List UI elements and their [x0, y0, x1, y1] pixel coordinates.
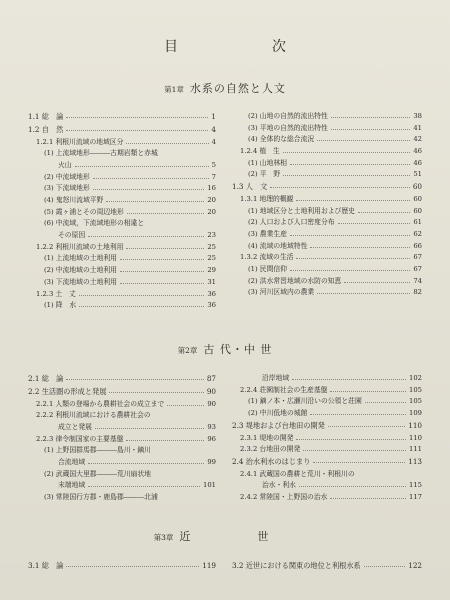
toc-entry-title: (1) 地域区分と土地利用および歴史 [248, 206, 355, 215]
toc-entry [28, 560, 216, 572]
toc-entry-page: 102 [409, 374, 422, 382]
toc-entry-page: 96 [207, 434, 216, 443]
chapter-1-left-column [28, 111, 216, 312]
toc-entry [28, 207, 216, 219]
toc-entry-title: (3) 常陸国行方郡・鹿島郡―――北浦 [44, 493, 158, 502]
toc-entry [28, 480, 216, 492]
toc-entry-title: (2) 武蔵国大里郡―――荒川扇状地 [44, 469, 151, 478]
toc-entry-page: 113 [408, 456, 422, 466]
leader-dots [88, 463, 204, 464]
toc-entry-title: 2.2.3 律令制国家の主要基盤 [36, 434, 124, 443]
toc-entry [232, 229, 422, 241]
toc-entry-title: (1) 上流地域の土地利用 [44, 254, 117, 263]
toc-entry-page: 60 [413, 194, 422, 203]
toc-entry-title: (1) 上流域地形―――古期岩類と赤城 [44, 149, 158, 158]
leader-dots [296, 200, 410, 201]
leader-dots [93, 189, 204, 190]
toc-entry [28, 265, 216, 277]
leader-dots [290, 235, 410, 236]
toc-entry-page: 62 [413, 229, 422, 238]
toc-entry [28, 386, 216, 399]
leader-dots [283, 152, 410, 153]
leader-dots [93, 178, 209, 179]
toc-entry [232, 385, 422, 397]
leader-dots [296, 258, 410, 259]
leader-dots [358, 212, 410, 213]
toc-entry [232, 373, 422, 385]
toc-entry [28, 373, 216, 386]
toc-entry [28, 124, 216, 137]
toc-entry-title: (2) 中流域地形 [44, 172, 90, 181]
toc-entry-title: 治水・利水 [262, 481, 296, 490]
toc-entry [28, 253, 216, 265]
toc-entry-page: 117 [409, 493, 422, 502]
toc-entry [232, 252, 422, 264]
toc-entry-page: 105 [409, 397, 422, 406]
toc-entry-title: 火山 [58, 160, 72, 169]
chapter-3-left-column [28, 560, 216, 572]
toc-entry-title: (3) 河川区域内の農業 [248, 288, 315, 297]
toc-entry-page: 66 [413, 241, 422, 250]
toc-entry [28, 160, 216, 172]
toc-entry [28, 492, 216, 504]
toc-entry-title: (2) 人口および人口密度分布 [248, 218, 335, 227]
toc-entry-title: 合流地域 [58, 458, 86, 467]
toc-entry-title: 1.1 総 論 [28, 112, 64, 121]
toc-entry-title: (6) 中流域，下流域地形の相違と [44, 219, 145, 228]
toc-entry [28, 218, 216, 230]
toc-entry [28, 195, 216, 207]
toc-entry-title: (1) 上野国群馬郡―――島川・鏑川 [44, 446, 151, 455]
toc-entry-title: 1.3.2 流域の生活 [240, 253, 294, 262]
toc-entry-title: 2.3.1 堤地の開発 [240, 433, 294, 442]
leader-dots [317, 293, 410, 294]
toc-entry-page: 110 [409, 433, 422, 442]
toc-entry-page: 101 [203, 481, 216, 490]
toc-entry-page: 46 [413, 158, 422, 167]
toc-entry-page: 82 [413, 288, 422, 297]
toc-entry-page: 67 [413, 265, 422, 274]
toc-entry-page: 87 [206, 374, 216, 383]
toc-entry-page: 41 [413, 123, 422, 132]
toc-entry [28, 399, 216, 411]
toc-entry [232, 420, 422, 433]
toc-entry-page: 61 [413, 218, 422, 227]
toc-entry [28, 111, 216, 124]
toc-entry-title: 3.1 総 論 [28, 561, 64, 570]
toc-entry-title: 2.4 治水利水のはじまり [232, 456, 311, 466]
toc-entry [28, 457, 216, 469]
toc-entry-title: (4) 全体的な総合流況 [248, 135, 315, 144]
toc-entry-page: 36 [207, 301, 216, 310]
toc-entry-title: 2.1 総 論 [28, 374, 64, 383]
leader-dots [344, 282, 410, 283]
chapter-2-left-column [28, 373, 216, 504]
toc-entry-page: 23 [207, 231, 216, 240]
toc-entry [232, 181, 422, 194]
toc-entry [232, 433, 422, 445]
toc-entry [232, 287, 422, 299]
toc-entry-title: (2) 中川低地の城館 [248, 409, 308, 418]
toc-entry-page: 122 [408, 561, 422, 570]
toc-entry [28, 434, 216, 446]
leader-dots [283, 175, 410, 176]
toc-entry-page: 46 [413, 147, 422, 156]
toc-entry-page: 67 [413, 253, 422, 262]
toc-entry-title: (2) 中流地域の土地利用 [44, 266, 117, 275]
toc-entry-page: 42 [413, 135, 422, 144]
toc-entry [28, 445, 216, 457]
toc-entry [232, 123, 422, 135]
leader-dots [310, 414, 406, 415]
leader-dots [310, 247, 410, 248]
toc-entry [232, 146, 422, 158]
toc-entry-page: 4 [211, 137, 216, 146]
chapter-3-heading [0, 528, 450, 544]
toc-entry-title: 2.2.1 人類の登場から農耕社会の成立まで [36, 399, 165, 408]
chapter-2-heading [0, 341, 450, 357]
toc-entry-title: 2.2.2 利根川流域における農耕社会の [36, 411, 151, 420]
toc-entry-page: 60 [413, 206, 422, 215]
leader-dots [66, 379, 204, 380]
toc-entry [232, 560, 422, 572]
toc-entry [232, 111, 422, 123]
chapter-2-right-column [232, 373, 422, 504]
toc-entry-page: 110 [408, 420, 422, 430]
toc-entry-page: 25 [207, 242, 216, 251]
toc-entry-page: 74 [413, 276, 422, 285]
toc-entry-title: (2) 洪水常習地域の水防の知恵 [248, 276, 342, 285]
toc-entry [232, 206, 422, 218]
leader-dots [66, 130, 208, 131]
toc-entry-page: 20 [207, 207, 216, 216]
toc-entry [232, 169, 422, 181]
toc-entry [28, 422, 216, 434]
toc-entry-page: 60 [412, 182, 422, 192]
toc-entry [232, 264, 422, 276]
toc-entry-page: 38 [413, 112, 422, 120]
leader-dots [292, 379, 406, 380]
leader-dots [167, 405, 204, 406]
toc-entry [232, 134, 422, 146]
toc-entry-title: (1) 民間信仰 [248, 265, 287, 274]
leader-dots [88, 236, 204, 237]
toc-entry-title: (1) 降 水 [44, 301, 77, 310]
toc-entry [232, 492, 422, 504]
toc-entry-title: 2.4.2 常陸国・上野国の治水 [240, 493, 328, 502]
leader-dots [290, 164, 410, 165]
toc-entry-page: 36 [207, 289, 216, 298]
leader-dots [95, 428, 204, 429]
leader-dots [330, 498, 406, 499]
leader-dots [120, 283, 204, 284]
toc-entry [28, 469, 216, 481]
toc-entry-page: 105 [409, 385, 422, 394]
toc-entry [232, 194, 422, 206]
leader-dots [126, 440, 204, 441]
toc-entry-page: 111 [409, 445, 422, 454]
leader-dots [127, 213, 204, 214]
leader-dots [126, 248, 204, 249]
toc-entry [232, 276, 422, 288]
toc-entry-title: 2.3.2 台地田の開発 [240, 445, 301, 454]
toc-entry [28, 300, 216, 312]
toc-entry-title: 1.2.2 利根川流域の土地利用 [36, 242, 124, 251]
toc-entry-title: 成立と発展 [58, 422, 92, 431]
toc-entry-title: (5) 霞ヶ浦とその周辺地形 [44, 207, 124, 216]
toc-entry [28, 289, 216, 301]
toc-entry-title: 沿岸地域 [262, 374, 290, 382]
toc-entry-title: その原因 [58, 231, 86, 240]
toc-entry-title: (1) 鏑ノ本・広瀬川沿いの公領と荘園 [248, 397, 362, 406]
toc-entry-page: 29 [207, 266, 216, 275]
toc-entry-title: 末端地域 [58, 481, 86, 490]
leader-dots [331, 117, 410, 118]
leader-dots [331, 129, 410, 130]
chapter-3-right-column [232, 560, 422, 572]
toc-entry [232, 217, 422, 229]
toc-entry-title: 1.3 人 文 [232, 182, 268, 192]
toc-entry-title: 2.2 生活圏の形成と発展 [28, 386, 107, 396]
toc-entry-title: (3) 下流域地形 [44, 184, 90, 193]
toc-entry [28, 148, 216, 160]
leader-dots [66, 566, 199, 567]
toc-entry-title: (3) 平地の自然的流出特性 [248, 123, 328, 132]
chapter-1-right-column [232, 111, 422, 299]
toc-entry-title: 1.2.1 利根川流域の地域区分 [36, 137, 124, 146]
leader-dots [328, 426, 405, 427]
toc-entry-page: 90 [207, 399, 216, 408]
toc-entry-title: 2.3 堤地および台地田の開発 [232, 420, 325, 430]
leader-dots [126, 143, 209, 144]
chapter-3-number: 第3章 [153, 533, 174, 542]
toc-entry-title: (1) 山地林相 [248, 158, 287, 167]
toc-entry-title: (4) 鬼怒川流域平野 [44, 196, 104, 205]
toc-entry [28, 277, 216, 289]
toc-entry-page: 16 [207, 184, 216, 193]
leader-dots [364, 566, 405, 567]
toc-entry [28, 172, 216, 184]
toc-entry-page: 7 [211, 172, 216, 181]
leader-dots [79, 295, 204, 296]
toc-entry-title: 2.4.1 武蔵国の農耕と荒川・利根川の [240, 469, 355, 478]
leader-dots [270, 187, 410, 188]
toc-entry-title: (2) 山地の自然的流出特性 [248, 112, 328, 120]
chapter-1-title: 水系の自然と人文 [189, 82, 286, 95]
toc-entry [232, 241, 422, 253]
toc-entry [28, 410, 216, 422]
toc-entry-title: 1.2.3 土 丈 [36, 289, 76, 298]
toc-entry-title: (3) 農業生産 [248, 229, 287, 238]
toc-entry-title: 1.3.1 地理的概観 [240, 194, 294, 203]
leader-dots [296, 439, 406, 440]
toc-entry [28, 183, 216, 195]
leader-dots [299, 486, 406, 487]
leader-dots [109, 392, 204, 393]
leader-dots [106, 201, 204, 202]
leader-dots [120, 271, 204, 272]
toc-entry [232, 469, 422, 481]
toc-entry-page: 115 [409, 481, 422, 490]
toc-entry-title: (3) 下流地域の土地利用 [44, 277, 117, 286]
chapter-1-number: 第1章 [164, 85, 184, 94]
leader-dots [79, 306, 204, 307]
toc-entry-page: 99 [207, 458, 216, 467]
toc-entry-page: 109 [409, 409, 422, 418]
toc-entry-page: 51 [413, 170, 422, 179]
leader-dots [317, 140, 410, 141]
leader-dots [88, 486, 200, 487]
chapter-2-title: 古 代・中 世 [203, 343, 273, 356]
toc-entry-title: 2.2.4 荘園制社会の生産基盤 [240, 385, 328, 394]
chapter-2-number: 第2章 [177, 346, 198, 355]
toc-entry-title: 1.2.4 植 生 [240, 147, 280, 156]
leader-dots [338, 223, 410, 224]
leader-dots [120, 259, 204, 260]
chapter-3-title: 近 世 [179, 530, 297, 543]
page-title: 目 次 [164, 39, 326, 55]
leader-dots [330, 391, 406, 392]
toc-entry [28, 137, 216, 149]
toc-entry-title: 3.2 近世における関東の地位と利根水系 [232, 561, 361, 570]
leader-dots [365, 402, 406, 403]
toc-entry [232, 480, 422, 492]
toc-entry-page: 1 [211, 112, 216, 121]
toc-entry-page: 93 [207, 422, 216, 431]
chapter-1-heading [0, 80, 450, 96]
toc-entry-page: 119 [202, 561, 216, 570]
leader-dots [303, 450, 406, 451]
leader-dots [75, 166, 209, 167]
toc-entry-title: (2) 平 野 [248, 170, 281, 179]
toc-entry-page: 90 [206, 386, 216, 396]
toc-entry [28, 230, 216, 242]
toc-entry [232, 444, 422, 456]
toc-entry [232, 456, 422, 469]
leader-dots [290, 270, 410, 271]
toc-entry-page: 25 [207, 254, 216, 263]
leader-dots [313, 462, 405, 463]
leader-dots [66, 117, 208, 118]
toc-entry-title: (4) 流域の地域特性 [248, 241, 308, 250]
toc-entry [232, 408, 422, 420]
toc-entry [232, 158, 422, 170]
toc-entry [28, 242, 216, 254]
toc-entry-page: 31 [207, 277, 216, 286]
toc-entry [232, 396, 422, 408]
toc-entry-page: 5 [211, 160, 216, 169]
toc-entry-title: 1.2 自 然 [28, 124, 64, 134]
toc-entry-page: 20 [207, 196, 216, 205]
toc-entry-page: 4 [211, 124, 216, 134]
